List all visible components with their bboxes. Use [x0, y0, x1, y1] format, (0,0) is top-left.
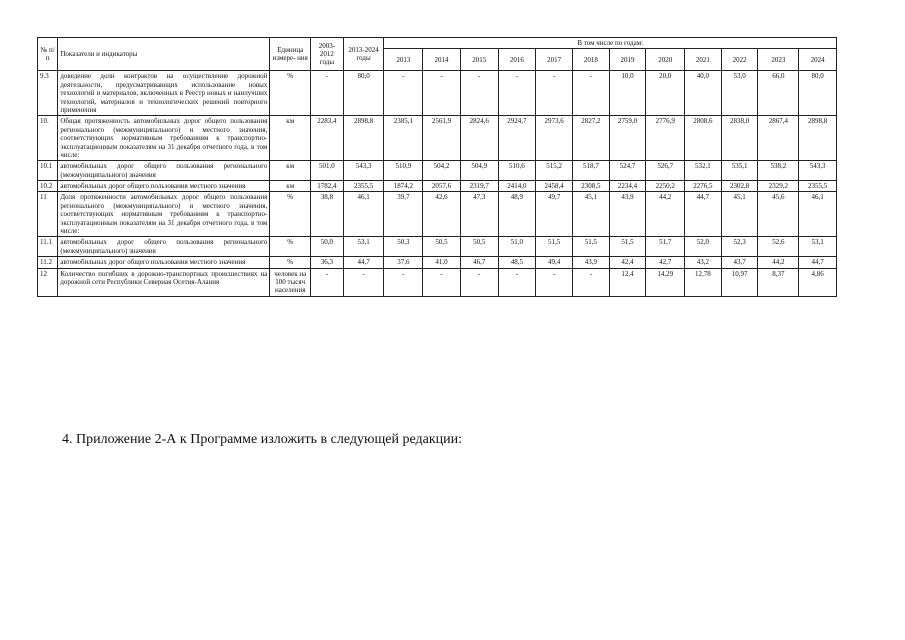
year-value-cell: 2924,7: [498, 116, 536, 161]
year-value-cell: 515,2: [536, 161, 573, 181]
year-value-cell: 2234,4: [609, 181, 646, 192]
year-value-cell: 47,3: [460, 192, 498, 237]
col-header-unit: Единица измере- ния: [270, 38, 311, 71]
period-2003-2012-cell: -: [311, 71, 344, 116]
year-value-cell: 44,7: [685, 192, 722, 237]
year-value-cell: 43,9: [609, 192, 646, 237]
year-value-cell: 43,9: [572, 257, 609, 268]
table-row: [38, 268, 837, 296]
indicator-name-cell: Общая протяженность автомобильных дорог общего пользования регионального (межмуниципального) и местного значения, соответствующих нормативным требованиям к транспортно-эксплуатационным показателям на 31 декабря отчетного года, в том числе:: [58, 116, 270, 161]
year-value-cell: 43,2: [685, 257, 722, 268]
row-number-cell: 10.1: [38, 161, 58, 181]
year-value-cell: 2808,6: [685, 116, 722, 161]
year-value-cell: 52,3: [721, 237, 758, 257]
year-value-cell: 12,4: [609, 268, 646, 296]
year-value-cell: 532,1: [685, 161, 722, 181]
period-2013-2024-cell: 44,7: [343, 257, 384, 268]
unit-cell: км: [270, 181, 311, 192]
period-2013-2024-cell: 543,3: [343, 161, 384, 181]
year-value-cell: -: [498, 268, 536, 296]
year-value-cell: 42,6: [423, 192, 461, 237]
year-value-cell: 2827,2: [572, 116, 609, 161]
year-value-cell: 526,7: [646, 161, 685, 181]
period-2013-2024-cell: -: [343, 268, 384, 296]
year-value-cell: 2414,0: [498, 181, 536, 192]
indicator-name-cell: автомобильных дорог общего пользования местного значения: [58, 181, 270, 192]
year-value-cell: -: [536, 268, 573, 296]
table-row: [38, 116, 837, 161]
unit-cell: км: [270, 116, 311, 161]
unit-cell: %: [270, 192, 311, 237]
col-header-year: 2017: [536, 49, 573, 71]
col-header-year: 2013: [384, 49, 423, 71]
year-value-cell: 1874,2: [384, 181, 423, 192]
year-value-cell: 2319,7: [460, 181, 498, 192]
year-value-cell: 510,9: [384, 161, 423, 181]
unit-cell: %: [270, 257, 311, 268]
row-number-cell: 10.2: [38, 181, 58, 192]
year-value-cell: -: [536, 71, 573, 116]
year-value-cell: 44,2: [646, 192, 685, 237]
indicators-table: [37, 37, 837, 297]
year-value-cell: 51,5: [536, 237, 573, 257]
year-value-cell: 8,37: [758, 268, 799, 296]
indicator-name-cell: автомобильных дорог общего пользования регионального (межмуниципального) значения: [58, 161, 270, 181]
year-value-cell: 10,97: [721, 268, 758, 296]
period-2003-2012-cell: 50,0: [311, 237, 344, 257]
year-value-cell: 2898,8: [799, 116, 837, 161]
year-value-cell: 2276,5: [685, 181, 722, 192]
col-header-period-2013-2024: 2013-2024 годы: [343, 38, 384, 71]
year-value-cell: 2458,4: [536, 181, 573, 192]
col-header-year: 2014: [423, 49, 461, 71]
indicator-name-cell: автомобильных дорог общего пользования местного значения: [58, 257, 270, 268]
year-value-cell: 53,0: [721, 71, 758, 116]
col-header-year: 2019: [609, 49, 646, 71]
year-value-cell: 504,2: [423, 161, 461, 181]
period-2003-2012-cell: 38,8: [311, 192, 344, 237]
year-value-cell: 41,0: [423, 257, 461, 268]
year-value-cell: 2385,1: [384, 116, 423, 161]
year-value-cell: 4,86: [799, 268, 837, 296]
indicator-name-cell: Доля протяженности автомобильных дорог общего пользования регионального (межмуниципального) и местного значения, соответствующих нормативным требованиям к транспортно-эксплуатационным показателям на 31 декабря отчетного года, в том числе:: [58, 192, 270, 237]
year-value-cell: 39,7: [384, 192, 423, 237]
year-value-cell: 510,6: [498, 161, 536, 181]
year-value-cell: 543,3: [799, 161, 837, 181]
year-value-cell: 45,1: [572, 192, 609, 237]
year-value-cell: 46,1: [799, 192, 837, 237]
year-value-cell: -: [572, 268, 609, 296]
col-header-year: 2022: [721, 49, 758, 71]
year-value-cell: -: [384, 71, 423, 116]
period-2003-2012-cell: 2283,4: [311, 116, 344, 161]
year-value-cell: -: [460, 268, 498, 296]
period-2003-2012-cell: 1782,4: [311, 181, 344, 192]
year-value-cell: 2973,6: [536, 116, 573, 161]
year-value-cell: -: [423, 268, 461, 296]
unit-cell: %: [270, 71, 311, 116]
year-value-cell: 2776,9: [646, 116, 685, 161]
year-value-cell: 2355,5: [799, 181, 837, 192]
period-2013-2024-cell: 80,0: [343, 71, 384, 116]
year-value-cell: 51,5: [609, 237, 646, 257]
col-header-by-years: В том числе по годам:: [384, 38, 837, 49]
year-value-cell: 53,1: [799, 237, 837, 257]
col-header-year: 2018: [572, 49, 609, 71]
indicator-name-cell: Количество погибших в дорожно-транспортных происшествиях на дорожной сети Республики Северная Осетия-Алания: [58, 268, 270, 296]
year-value-cell: 45,1: [721, 192, 758, 237]
period-2013-2024-cell: 53,1: [343, 237, 384, 257]
year-value-cell: 43,7: [721, 257, 758, 268]
year-value-cell: 40,0: [685, 71, 722, 116]
year-value-cell: 20,0: [646, 71, 685, 116]
year-value-cell: 2824,6: [460, 116, 498, 161]
period-2003-2012-cell: 501,0: [311, 161, 344, 181]
unit-cell: %: [270, 237, 311, 257]
year-value-cell: 50,5: [423, 237, 461, 257]
footer-paragraph: 4. Приложение 2-А к Программе изложить в следующей редакции:: [62, 432, 462, 447]
year-value-cell: 44,2: [758, 257, 799, 268]
period-2013-2024-cell: 2898,8: [343, 116, 384, 161]
year-value-cell: -: [498, 71, 536, 116]
year-value-cell: 42,7: [646, 257, 685, 268]
year-value-cell: 44,7: [799, 257, 837, 268]
year-value-cell: 51,5: [572, 237, 609, 257]
table-row: [38, 237, 837, 257]
year-value-cell: 48,5: [498, 257, 536, 268]
year-value-cell: 37,6: [384, 257, 423, 268]
col-header-year: 2015: [460, 49, 498, 71]
year-value-cell: -: [460, 71, 498, 116]
col-header-num: № п/п: [38, 38, 58, 71]
year-value-cell: 51,7: [646, 237, 685, 257]
indicator-name-cell: автомобильных дорог общего пользования регионального (межмуниципального) значения: [58, 237, 270, 257]
year-value-cell: 49,4: [536, 257, 573, 268]
year-value-cell: 46,7: [460, 257, 498, 268]
col-header-indicator: Показатели и индикаторы: [58, 38, 270, 71]
year-value-cell: 50,5: [460, 237, 498, 257]
row-number-cell: 10.: [38, 116, 58, 161]
col-header-period-2003-2012: 2003- 2012 годы: [311, 38, 344, 71]
year-value-cell: 52,6: [758, 237, 799, 257]
year-value-cell: 50,3: [384, 237, 423, 257]
row-number-cell: 9.3: [38, 71, 58, 116]
year-value-cell: 14,29: [646, 268, 685, 296]
year-value-cell: -: [572, 71, 609, 116]
year-value-cell: 45,6: [758, 192, 799, 237]
year-value-cell: 48,9: [498, 192, 536, 237]
period-2003-2012-cell: 36,3: [311, 257, 344, 268]
year-value-cell: 2329,2: [758, 181, 799, 192]
table-row: [38, 71, 837, 116]
table-row: [38, 257, 837, 268]
period-2013-2024-cell: 2355,5: [343, 181, 384, 192]
table-row: [38, 161, 837, 181]
year-value-cell: 10,0: [609, 71, 646, 116]
col-header-year: 2024: [799, 49, 837, 71]
year-value-cell: 504,9: [460, 161, 498, 181]
year-value-cell: 49,7: [536, 192, 573, 237]
year-value-cell: 2250,2: [646, 181, 685, 192]
year-value-cell: 2308,5: [572, 181, 609, 192]
period-2003-2012-cell: -: [311, 268, 344, 296]
table-row: [38, 192, 837, 237]
year-value-cell: 2561,9: [423, 116, 461, 161]
year-value-cell: 2302,8: [721, 181, 758, 192]
year-value-cell: 2838,0: [721, 116, 758, 161]
year-value-cell: 52,0: [685, 237, 722, 257]
col-header-year: 2016: [498, 49, 536, 71]
row-number-cell: 11.2: [38, 257, 58, 268]
year-value-cell: 535,1: [721, 161, 758, 181]
col-header-year: 2021: [685, 49, 722, 71]
year-value-cell: 524,7: [609, 161, 646, 181]
row-number-cell: 11: [38, 192, 58, 237]
row-number-cell: 11.1: [38, 237, 58, 257]
col-header-year: 2023: [758, 49, 799, 71]
year-value-cell: 80,0: [799, 71, 837, 116]
table-row: [38, 181, 837, 192]
year-value-cell: 518,7: [572, 161, 609, 181]
period-2013-2024-cell: 46,1: [343, 192, 384, 237]
unit-cell: человек на 100 тысяч населения: [270, 268, 311, 296]
year-value-cell: 12,78: [685, 268, 722, 296]
row-number-cell: 12: [38, 268, 58, 296]
year-value-cell: 42,4: [609, 257, 646, 268]
indicator-name-cell: доведение доли контрактов на осуществление дорожной деятельности, предусматривающих использование новых технологий и материалов, включенных в Реестр новых и наилучших технологий, материалов и технологических решений повторного применения: [58, 71, 270, 116]
year-value-cell: -: [384, 268, 423, 296]
year-value-cell: 538,2: [758, 161, 799, 181]
year-value-cell: 2057,6: [423, 181, 461, 192]
year-value-cell: 66,0: [758, 71, 799, 116]
unit-cell: км: [270, 161, 311, 181]
year-value-cell: 2759,0: [609, 116, 646, 161]
year-value-cell: 2867,4: [758, 116, 799, 161]
year-value-cell: -: [423, 71, 461, 116]
col-header-year: 2020: [646, 49, 685, 71]
year-value-cell: 51,0: [498, 237, 536, 257]
